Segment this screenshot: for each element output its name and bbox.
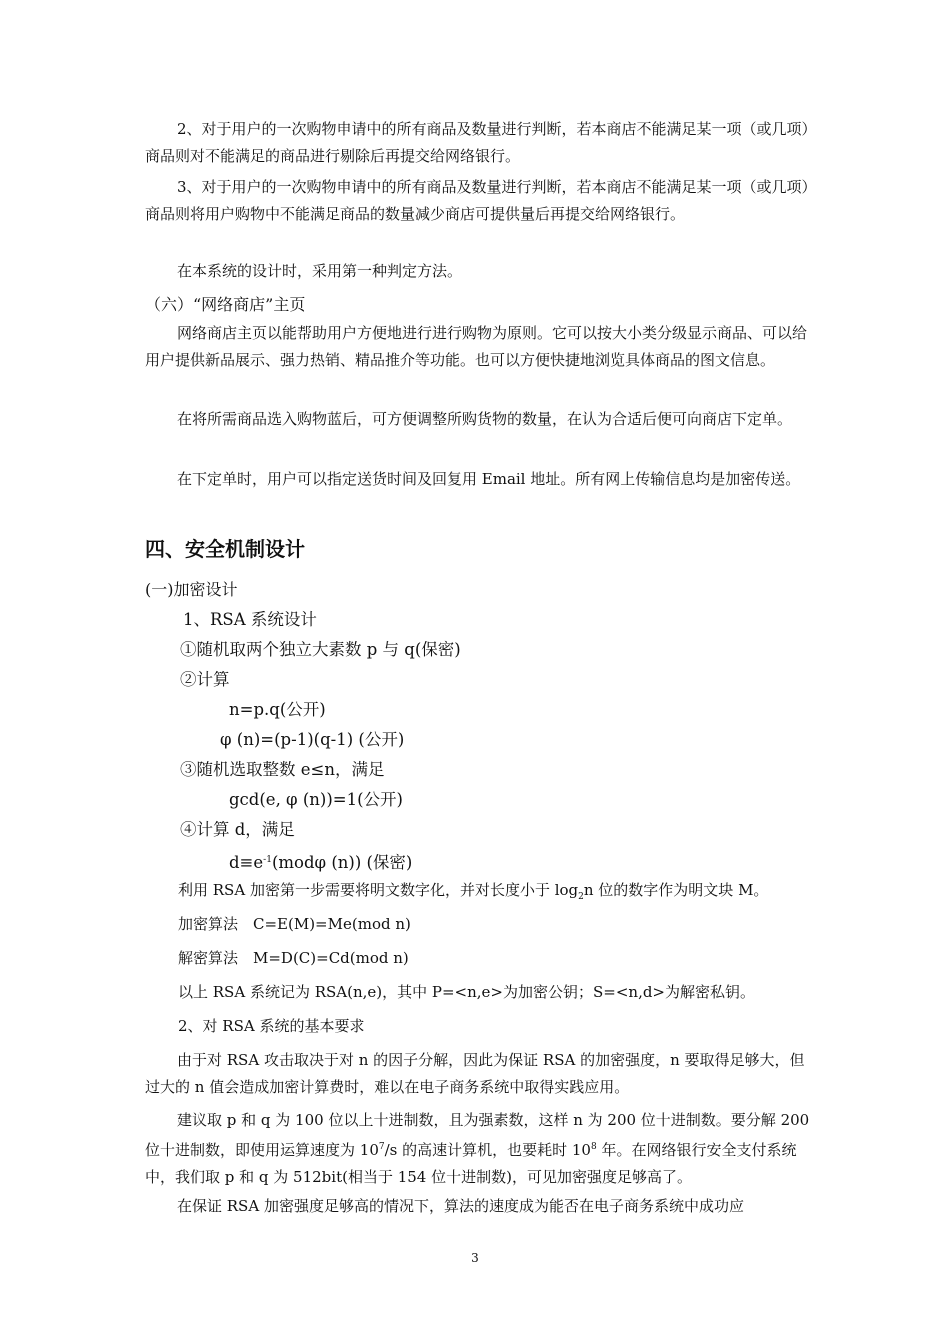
equation-gcd: gcd(e, φ (n))=1(公开) (229, 790, 403, 809)
paragraph-factorization: 由于对 RSA 攻击取决于对 n 的因子分解，因此为保证 RSA 的加密强度，n 要取得足够大，但过大的 n 值会造成加密计算费时，难以在电子商务系统中取得实践应用。 (145, 1051, 805, 1096)
speed-exponent: 7 (378, 1142, 385, 1152)
page-number: 3 (471, 1251, 479, 1265)
section-title: 四、安全机制设计 (145, 537, 305, 561)
paragraph-homepage-desc: 网络商店主页以能帮助用户方便地进行进行购物为原则。它可以按大小类分级显示商品、可以给用户提供新品展示、强力热销、精品推介等功能。也可以方便快捷地浏览具体商品的图文信息。 (145, 324, 808, 369)
equation-d-rest: (modφ (n)) (保密) (271, 853, 413, 872)
rsa-step-2: ②计算 (180, 670, 230, 689)
key-size-text-mid: /s 的高速计算机，也要耗时 10 (384, 1141, 591, 1159)
log-base: 2 (578, 892, 584, 902)
paragraph-rsa-usage (178, 877, 768, 910)
rsa-step-1: ①随机取两个独立大素数 p 与 q(保密) (180, 640, 461, 659)
rsa-step-4: ④计算 d，满足 (180, 820, 295, 839)
equation-d (229, 847, 412, 876)
paragraph-speed: 在保证 RSA 加密强度足够高的情况下，算法的速度成为能否在电子商务系统中成功应 (177, 1197, 744, 1215)
equation-d-base: d≡e (229, 853, 264, 872)
key-size-text: 建议取 p 和 q 为 100 位以上十进制数，且为强素数，这样 n 为 200 位十进制数。要分解 200 位十进制数，即使用运算速度为 10 (145, 1111, 810, 1159)
key-size-text-end: 年。在网络银行安全支付系统中，我们取 p 和 q 为 512bit(相当于 154 位十进制数)，可见加密强度足够高了。 (145, 1141, 797, 1186)
paragraph-cart: 在将所需商品选入购物蓝后，可方便调整所购货物的数量，在认为合适后便可向商店下定单。 (177, 410, 793, 428)
paragraph-item-2: 2、对于用户的一次购物申请中的所有商品及数量进行判断，若本商店不能满足某一项（或几项）商品则对不能满足的商品进行剔除后再提交给网络银行。 (145, 120, 810, 165)
equation-n: n=p.q(公开) (229, 700, 326, 719)
heading-online-store-homepage: （六）“网络商店”主页 (145, 295, 306, 314)
paragraph-order: 在下定单时，用户可以指定送货时间及回复用 Email 地址。所有网上传输信息均是加密传送。 (177, 470, 801, 488)
equation-phi: φ (n)=(p-1)(q-1) (公开) (220, 730, 405, 749)
decryption-algorithm: 解密算法 M=D(C)=Cd(mod n) (178, 949, 409, 967)
time-exponent: 8 (590, 1142, 597, 1152)
rsa-system-design-title: 1、RSA 系统设计 (183, 610, 317, 629)
rsa-usage-text: 利用 RSA 加密第一步需要将明文数字化，并对长度小于 log (178, 881, 579, 899)
rsa-key-note: 以上 RSA 系统记为 RSA(n,e)，其中 P=<n,e>为加密公钥；S=<n,d>为解密私钥。 (178, 983, 756, 1001)
paragraph-key-size (145, 1107, 810, 1191)
rsa-requirements-title: 2、对 RSA 系统的基本要求 (178, 1017, 365, 1035)
rsa-step-3: ③随机选取整数 e≤n，满足 (180, 760, 385, 779)
encryption-algorithm: 加密算法 C=E(M)=Me(mod n) (178, 915, 411, 933)
equation-d-exponent: -1 (263, 855, 272, 865)
paragraph-method-choice: 在本系统的设计时，采用第一种判定方法。 (177, 262, 463, 280)
rsa-usage-text-end: n 位的数字作为明文块 M。 (583, 881, 769, 899)
paragraph-item-3: 3、对于用户的一次购物申请中的所有商品及数量进行判断，若本商店不能满足某一项（或几项）商品则将用户购物中不能满足商品的数量减少商店可提供量后再提交给网络银行。 (145, 178, 810, 223)
subsection-encryption-design: (一)加密设计 (145, 580, 238, 599)
